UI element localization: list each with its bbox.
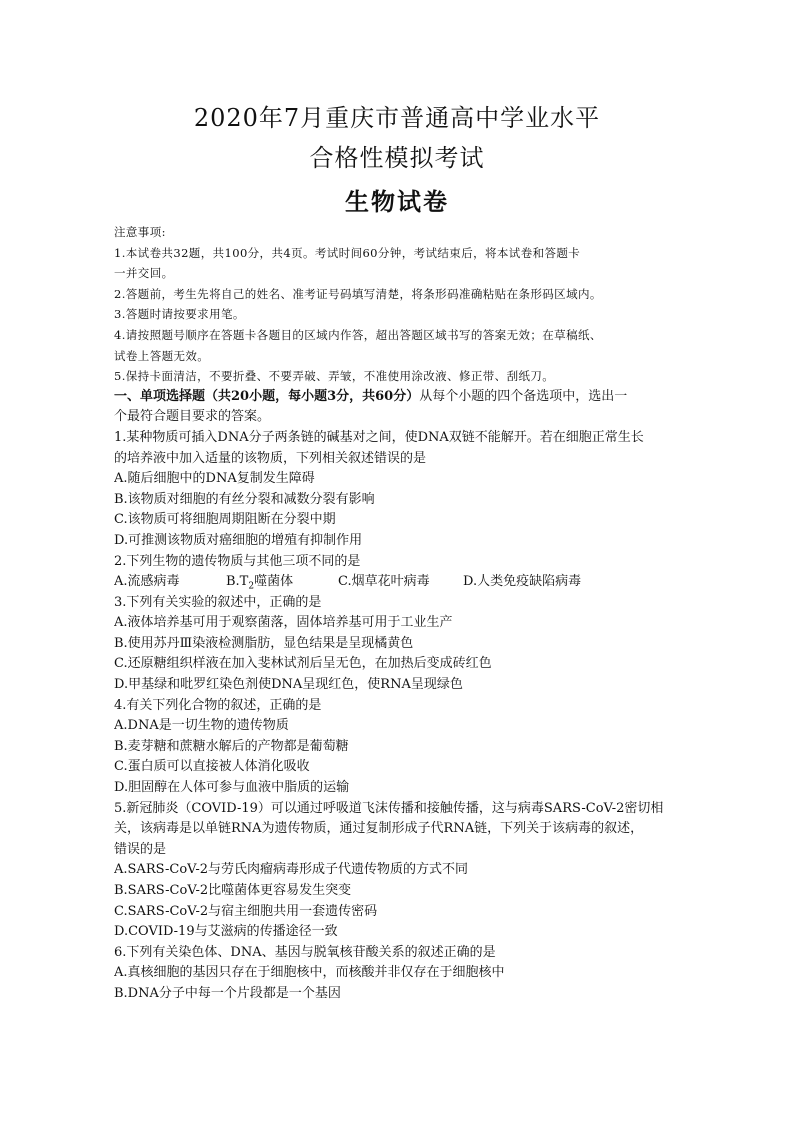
notice-line: 5.保持卡面清洁，不要折叠、不要弄破、弄皱，不准使用涂改液、修正带、刮纸刀。 — [114, 369, 555, 384]
notice-line: 一并交回。 — [114, 266, 174, 281]
option-d: D.甲基绿和吡罗红染色剂使DNA呈现红色，使RNA呈现绿色 — [114, 677, 463, 693]
section-heading-bold: 一、单项选择题（共20小题，每小题3分，共60分） — [114, 388, 420, 404]
option-d: D.胆固醇在人体可参与血液中脂质的运输 — [114, 780, 350, 796]
notice-line: 2.答题前，考生先将自己的姓名、准考证号码填写清楚，将条形码准确粘贴在条形码区域内。 — [114, 286, 602, 301]
notice-heading: 注意事项: — [114, 225, 166, 239]
exam-body — [114, 222, 684, 1005]
option-c: C.还原糖组织样液在加入斐林试剂后呈无色，在加热后变成砖红色 — [114, 656, 492, 672]
option-a: A.随后细胞中的DNA复制发生障碍 — [114, 471, 315, 487]
option-b-prefix: B.T — [226, 574, 249, 590]
section-heading-rest: 从每个小题的四个备选项中，选出一 — [419, 388, 628, 404]
question-stem: 1.某种物质可插入DNA分子两条链的碱基对之间，使DNA双链不能解开。若在细胞正常生长 — [114, 429, 644, 445]
exam-title-line2: 合格性模拟考试 — [309, 144, 485, 172]
option-b: B.SARS-CoV-2比噬菌体更容易发生突变 — [114, 883, 352, 898]
option-b: B.使用苏丹Ⅲ染液检测脂肪，显色结果是呈现橘黄色 — [114, 635, 414, 651]
question-stem: 2.下列生物的遗传物质与其他三项不同的是 — [114, 553, 361, 569]
notice-line: 3.答题时请按要求用笔。 — [114, 307, 245, 322]
option-c: C.SARS-CoV-2与宿主细胞共用一套遗传密码 — [114, 903, 378, 919]
notice-block — [114, 222, 684, 387]
option-b-suffix: 噬菌体 — [254, 574, 294, 590]
option-d: D.人类免疫缺陷病毒 — [463, 574, 582, 590]
option-b: B.该物质对细胞的有丝分裂和减数分裂有影响 — [114, 491, 375, 507]
question-stem: 6.下列有关染色体、DNA、基因与脱氧核苷酸关系的叙述正确的是 — [114, 944, 496, 960]
option-a: A.DNA是一切生物的遗传物质 — [114, 718, 289, 734]
notice-line: 4.请按照题号顺序在答题卡各题目的区域内作答，超出答题区域书写的答案无效；在草稿纸、 — [114, 327, 602, 342]
section-heading — [114, 387, 684, 408]
question-stem: 5.新冠肺炎（COVID-19）可以通过呼吸道飞沫传播和接触传播，这与病毒SARS-CoV-2密切相 — [114, 800, 664, 816]
question-stem: 关，该病毒是以单链RNA为遗传物质，通过复制形成子代RNA链，下列关于该病毒的叙述， — [114, 821, 644, 837]
notice-line: 1.本试卷共32题，共100分，共4页。考试时间60分钟，考试结束后，将本试卷和答题卡 — [114, 245, 581, 260]
option-b: B.麦芽糖和蔗糖水解后的产物都是葡萄糖 — [114, 738, 349, 754]
option-a: A.真核细胞的基因只存在于细胞核中，而核酸并非仅存在于细胞核中 — [114, 965, 505, 981]
option-c: C.烟草花叶病毒 — [338, 574, 430, 590]
option-b-subscript: 2 — [248, 581, 255, 592]
question-stem: 的培养液中加入适量的该物质，下列相关叙述错误的是 — [114, 450, 427, 466]
exam-title-line1: 2020年7月重庆市普通高中学业水平 — [193, 104, 601, 132]
option-d: D.COVID-19与艾滋病的传播途径一致 — [114, 924, 338, 940]
notice-line: 试卷上答题无效。 — [114, 348, 210, 363]
option-a: A.流感病毒 — [114, 574, 180, 590]
section-heading-line2: 个最符合题目要求的答案。 — [114, 409, 271, 425]
option-row — [114, 572, 684, 593]
question-stem: 3.下列有关实验的叙述中，正确的是 — [114, 594, 322, 610]
option-a: A.SARS-CoV-2与劳氏肉瘤病毒形成子代遗传物质的方式不同 — [114, 862, 469, 878]
option-a: A.液体培养基可用于观察菌落，固体培养基可用于工业生产 — [114, 615, 453, 631]
exam-subject-title: 生物试卷 — [345, 187, 449, 216]
option-b — [226, 572, 338, 593]
option-c: C.该物质可将细胞周期阻断在分裂中期 — [114, 512, 336, 528]
option-d: D.可推测该物质对癌细胞的增殖有抑制作用 — [114, 532, 363, 548]
option-b: B.DNA分子中每一个片段都是一个基因 — [114, 985, 341, 1001]
question-stem: 错误的是 — [114, 841, 167, 857]
option-c: C.蛋白质可以直接被人体消化吸收 — [114, 759, 310, 775]
question-stem: 4.有关下列化合物的叙述，正确的是 — [114, 697, 322, 713]
